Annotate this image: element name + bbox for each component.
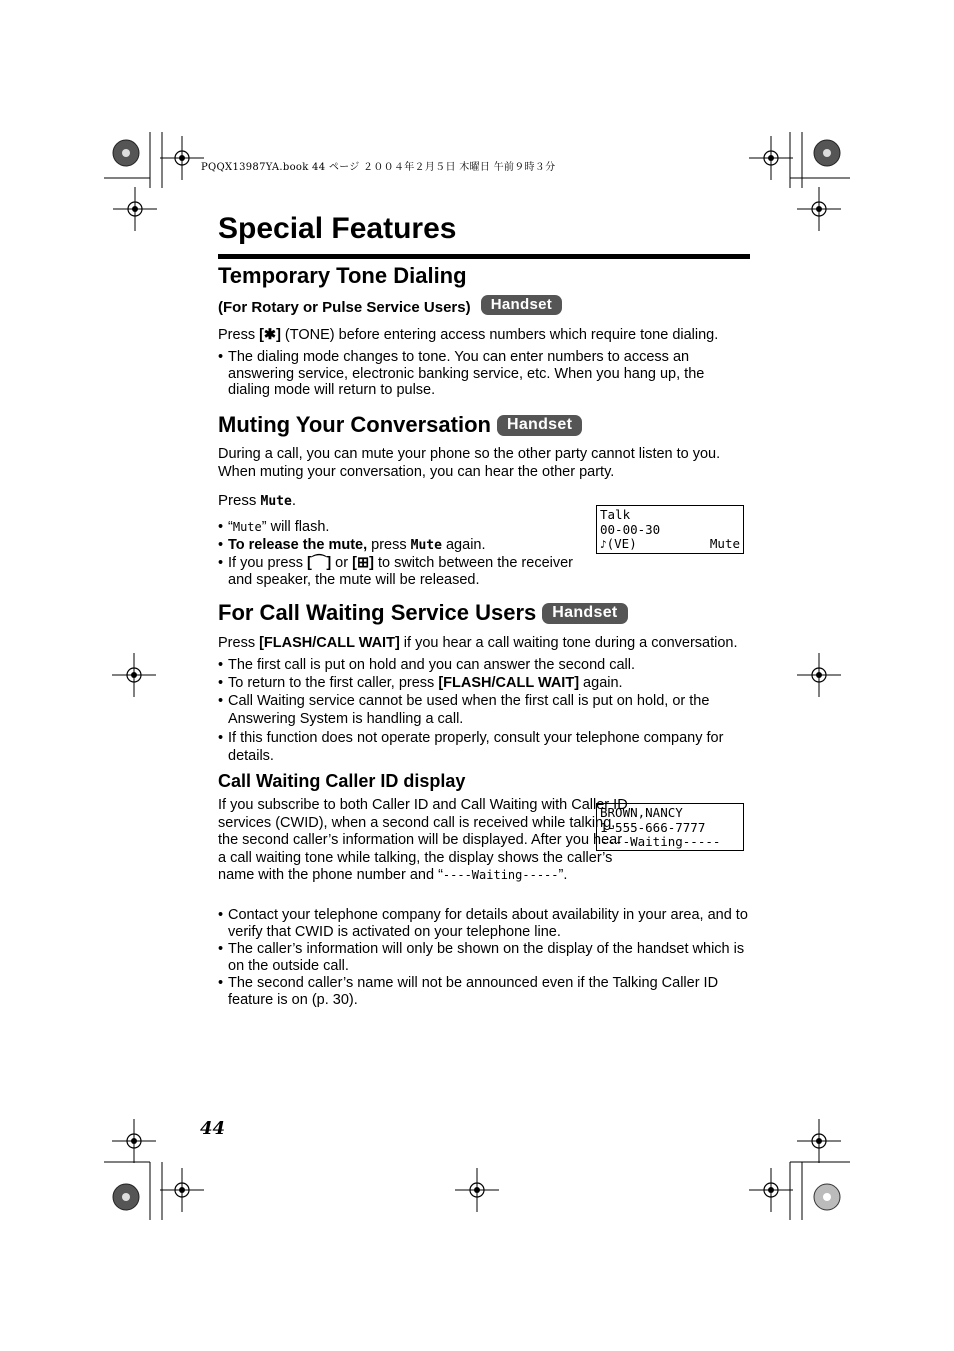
registration-mark-icon <box>160 1168 204 1212</box>
title-rule <box>218 254 750 259</box>
registration-mark-icon <box>749 136 793 180</box>
cwid-bullets <box>218 907 750 1009</box>
tone-bullets <box>218 349 750 400</box>
section-title-tone-dialing: Temporary Tone Dialing <box>218 263 467 288</box>
call-waiting-bullets <box>218 657 750 766</box>
registration-mark-icon <box>797 1119 841 1163</box>
mute-lcd-display: Talk 00-00-30 ♪(VE) Mute <box>596 505 744 554</box>
registration-mark-icon <box>455 1168 499 1212</box>
tone-instruction: Press [✱] (TONE) before entering access numbers which require tone dialing. <box>218 327 719 343</box>
mute-instruction: Press Mute. <box>218 492 296 509</box>
registration-star-icon <box>814 1184 840 1210</box>
tone-key: [✱] <box>259 327 281 343</box>
section-subtitle: (For Rotary or Pulse Service Users) Handset <box>218 295 562 316</box>
registration-mark-icon <box>797 187 841 231</box>
section-title-muting: Muting Your Conversation Handset <box>218 412 582 438</box>
handset-badge: Handset <box>481 295 562 315</box>
muting-intro: During a call, you can mute your phone so the other party cannot listen to you. When muting your conversation, you can hear the other party. <box>218 446 721 480</box>
list-item: • To return to the first caller, press [FLASH/CALL WAIT] again. <box>218 675 750 692</box>
list-item: • If this function does not operate properly, consult your telephone company for details. <box>218 729 750 765</box>
handset-badge: Handset <box>497 415 582 436</box>
call-waiting-instruction: Press [FLASH/CALL WAIT] if you hear a call waiting tone during a conversation. <box>218 635 738 651</box>
muting-bullets <box>218 519 588 589</box>
list-item: • Contact your telephone company for details about availability in your area, and to verify that CWID is activated on your telephone line. <box>218 907 750 940</box>
registration-mark-icon <box>113 187 157 231</box>
registration-star-icon <box>814 140 840 166</box>
print-header: PQQX13987YA.book 44 ページ ２００４年２月５日 木曜日 午前９時３分 <box>201 162 556 173</box>
registration-mark-icon <box>160 136 204 180</box>
list-item: • If you press [⌒] or [⊞] to switch between the receiver and speaker, the mute will be released. <box>218 555 588 588</box>
list-item: • The caller’s information will only be shown on the display of the handset which is on the outside call. <box>218 941 750 974</box>
section-title-call-waiting: For Call Waiting Service Users Handset <box>218 600 628 626</box>
registration-mark-icon <box>112 653 156 697</box>
registration-star-icon <box>113 140 139 166</box>
list-item: • Call Waiting service cannot be used when the first call is put on hold, or the Answering System is handling a call. <box>218 692 750 728</box>
mute-key: Mute <box>260 494 292 509</box>
page-number: 44 <box>200 1118 226 1139</box>
list-item: • The second caller’s name will not be announced even if the Talking Caller ID feature is on (p. 30). <box>218 975 750 1008</box>
list-item: • “Mute” will flash. <box>218 519 588 536</box>
handset-badge: Handset <box>542 603 627 624</box>
page-title: Special Features <box>218 212 457 245</box>
registration-mark-icon <box>112 1119 156 1163</box>
cwid-lcd-display: BROWN,NANCY 1-555-666-7777 ----Waiting----- <box>596 803 744 851</box>
list-item: • The first call is put on hold and you can answer the second call. <box>218 657 750 674</box>
cwid-intro: If you subscribe to both Caller ID and Call Waiting with Caller ID services (CWID), when a second call is received while talking, the second caller’s information will be displayed. After you hear a call waiting tone while talking, the display shows the caller’s name with the phone number and “----Waiting-----”. <box>218 797 628 883</box>
list-item: • The dialing mode changes to tone. You can enter numbers to access an answering service, electronic banking service, etc. When you hang up, the dialing mode will return to pulse. <box>218 349 750 399</box>
registration-mark-icon <box>749 1168 793 1212</box>
section-title-cwid: Call Waiting Caller ID display <box>218 771 466 791</box>
registration-mark-icon <box>797 653 841 697</box>
list-item: • To release the mute, press Mute again. <box>218 537 588 555</box>
registration-star-icon <box>113 1184 139 1210</box>
